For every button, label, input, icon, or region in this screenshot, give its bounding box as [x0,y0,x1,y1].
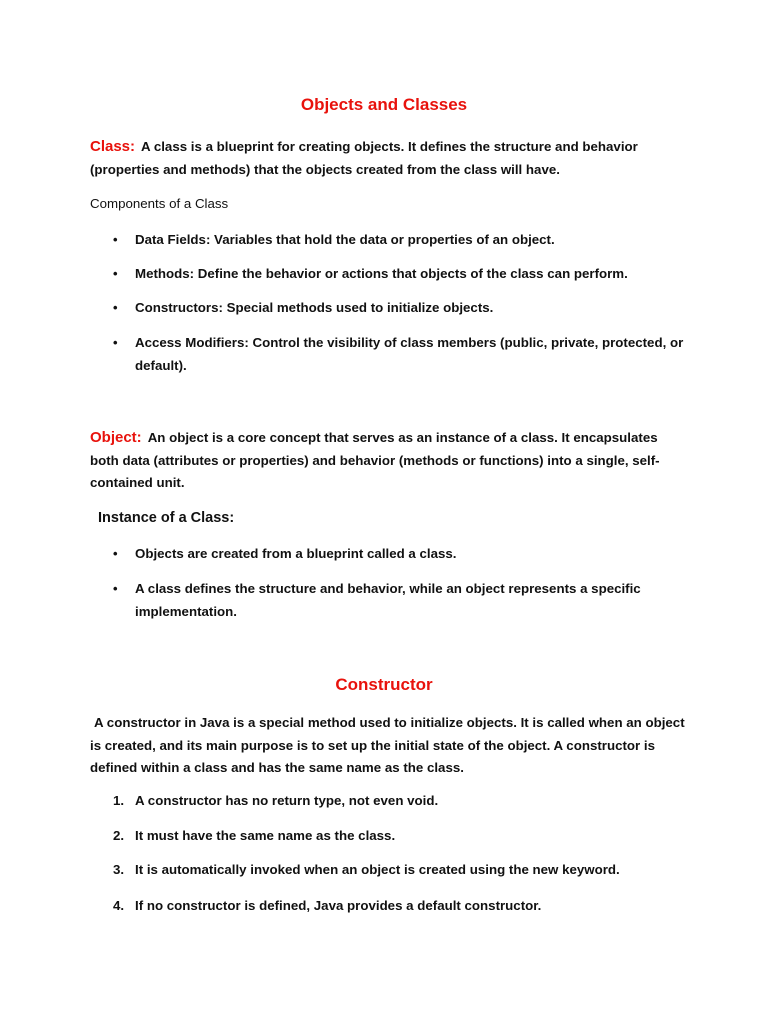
object-definition-text: An object is a core concept that serves as an instance of a class. It encapsulates both data (attributes or properties) and behavior (methods or functions) into a single, self-contained unit. [90,430,660,490]
bullet-icon: • [113,546,118,561]
list-item-text: Methods: Define the behavior or actions that objects of the class can perform. [135,266,628,281]
bullet-icon: • [113,232,118,247]
list-item-text: Access Modifiers: Control the visibility of class members (public, private, protected, or default). [135,335,684,373]
list-item-text: Constructors: Special methods used to initialize objects. [135,300,494,315]
object-definition [90,427,690,495]
list-item-text: A class defines the structure and behavior, while an object represents a specific implementation. [135,581,641,619]
components-heading: Components of a Class [90,196,229,211]
item-number: 1. [113,793,125,808]
list-item-text: Objects are created from a blueprint called a class. [135,546,457,561]
item-number: 4. [113,898,125,913]
bullet-icon: • [113,300,118,315]
bullet-icon: • [113,581,118,596]
numbered-item-text: It is automatically invoked when an object is created using the new keyword. [135,862,620,877]
object-keyword: Object: [90,429,142,446]
bullet-icon: • [113,266,118,281]
constructor-definition: A constructor in Java is a special method used to initialize objects. It is called when an object is created, and its main purpose is to set up the initial state of the object. A constructor is defined within a class and has the same name as the class. [90,715,685,775]
bullet-icon: • [113,335,118,350]
item-number: 3. [113,862,125,877]
class-definition-text: A class is a blueprint for creating objects. It defines the structure and behavior (properties and methods) that the objects created from the class will have. [90,139,638,177]
page-title: Objects and Classes [300,95,468,114]
instance-subheading: Instance of a Class: [98,510,235,526]
numbered-item-text: A constructor has no return type, not even void. [135,793,439,808]
class-definition [90,136,690,181]
numbered-item-text: If no constructor is defined, Java provides a default constructor. [135,898,542,913]
list-item-text: Data Fields: Variables that hold the data or properties of an object. [135,232,555,247]
class-keyword: Class: [90,138,136,155]
numbered-item-text: It must have the same name as the class. [135,828,396,843]
item-number: 2. [113,828,125,843]
constructor-title: Constructor [335,675,433,694]
